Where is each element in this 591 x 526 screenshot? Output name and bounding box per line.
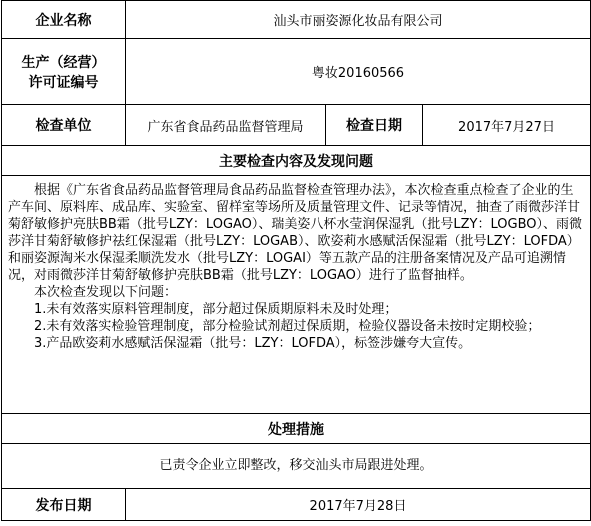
company-row (2, 1, 591, 39)
license-label (2, 39, 126, 105)
inspection-date-label: 检查日期 (326, 105, 423, 146)
publish-date-label: 发布日期 (2, 489, 126, 521)
measures-body-row (2, 444, 591, 489)
license-number-value: 粤妆20160566 (126, 39, 591, 105)
publish-date-value: 2017年7月28日 (126, 489, 591, 521)
main-section-header-row (2, 146, 591, 176)
license-label-line2: 许可证编号 (28, 74, 99, 91)
inspection-date-value: 2017年7月27日 (423, 105, 591, 146)
main-section-body-row (2, 176, 591, 414)
measures-header-row (2, 414, 591, 444)
measures-text: 已责令企业立即整改，移交汕头市局跟进处理。 (2, 444, 591, 489)
issue-item: 1.未有效落实原料管理制度，部分超过保质期原料未及时处理； (34, 302, 398, 317)
license-row (2, 39, 591, 105)
issue-item: 2.未有效落实检验管理制度，部分检验试剂超过保质期，检验仪器设备未按时定期校验； (34, 319, 541, 334)
measures-title: 处理措施 (2, 414, 591, 444)
issues-intro: 本次检查发现以下问题： (34, 285, 178, 300)
publish-row (2, 489, 591, 521)
main-section-title: 主要检查内容及发现问题 (2, 146, 591, 176)
company-name-value: 汕头市丽姿源化妆品有限公司 (126, 1, 591, 39)
main-section-body (2, 176, 591, 414)
inspection-summary-paragraph: 根据《广东省食品药品监督管理局食品药品监督检查管理办法》，本次检查重点检查了企业的生产车间、原料库、成品库、实验室、留样室等场所及质量管理文件、记录等情况，抽查了雨微莎洋甘菊舒敏修护亮肤BB霜（批号LZY：LOGAO）、瑞美姿八杯水莹润保湿乳（批号LZY：LOGBO）、雨微莎洋甘菊舒敏修护祛红保湿霜（批号LZY：LOGAB）、欧姿莉水感赋活保湿霜（批号LZY：LOFDA）和丽姿源淘米水保湿柔顺洗发水（批号LZY：LOGAI）等五款产品的注册备案情况及产品可追溯情况，对雨微莎洋甘菊舒敏修护亮肤BB霜（批号LZY：LOGAO）进行了监督抽样。 (8, 183, 583, 283)
inspection-unit-value: 广东省食品药品监督管理局 (126, 105, 326, 146)
issue-item: 3.产品欧姿莉水感赋活保湿霜（批号：LZY：LOFDA），标签涉嫌夸大宣传。 (34, 336, 472, 351)
company-name-label: 企业名称 (2, 1, 126, 39)
inspection-unit-label: 检查单位 (2, 105, 126, 146)
license-label-line1: 生产（经营） (21, 54, 106, 71)
inspection-row (2, 105, 591, 146)
inspection-record-table (1, 0, 591, 521)
